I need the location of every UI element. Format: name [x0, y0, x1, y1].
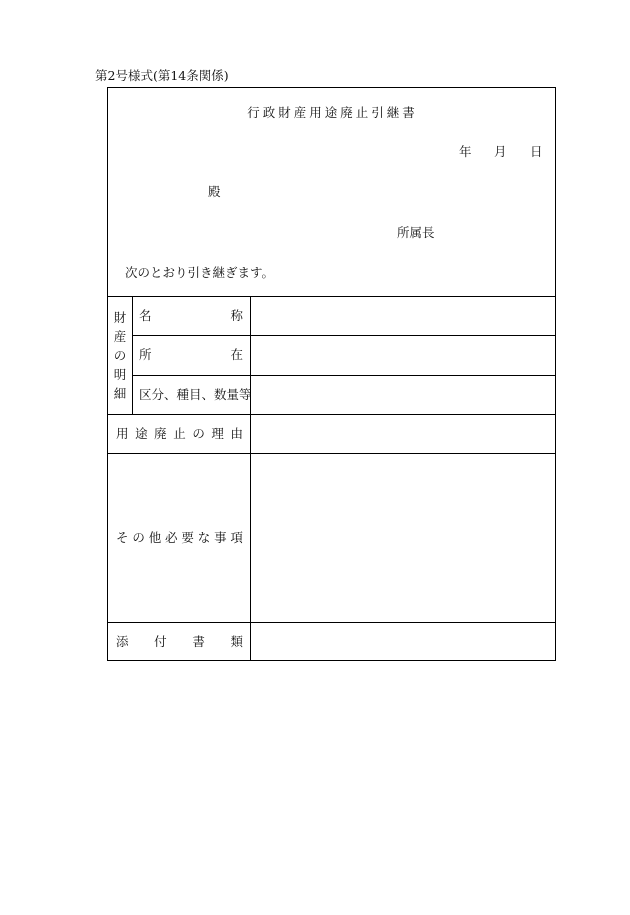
location-label	[139, 349, 243, 362]
attachments-char: 類	[230, 634, 243, 649]
addressee-suffix: 殿	[208, 184, 221, 199]
table-top-rule	[108, 296, 555, 297]
property-details-char: 産	[113, 329, 127, 344]
property-details-char: 細	[113, 386, 127, 401]
other-matters-char: 項	[230, 530, 243, 545]
reason-label-char: の	[192, 426, 205, 441]
property-details-label	[108, 297, 132, 414]
column-divider	[132, 296, 133, 414]
property-details-char: 財	[113, 310, 127, 325]
property-details-char: 明	[113, 367, 127, 382]
row-divider	[132, 375, 555, 376]
quantity-label: 区分、種目、数量等	[139, 387, 252, 402]
other-matters-char: な	[197, 530, 211, 545]
name-label-char: 名	[139, 308, 152, 323]
attachments-label	[116, 636, 243, 649]
document-title: 行政財産用途廃止引継書	[247, 105, 418, 120]
reason-label-char: 廃	[154, 426, 167, 441]
reason-label-char: 止	[173, 426, 186, 441]
reason-label-char: 由	[230, 426, 243, 441]
reason-label	[116, 428, 243, 441]
location-label-char: 所	[139, 347, 152, 362]
date-day-label: 日	[530, 144, 543, 159]
attachments-char: 書	[192, 634, 205, 649]
reason-label-char: 用	[116, 426, 129, 441]
other-matters-char: の	[132, 530, 145, 545]
location-label-char: 在	[230, 347, 243, 362]
property-details-char: の	[113, 348, 127, 363]
date-year-label: 年	[459, 144, 472, 159]
other-matters-char: そ	[116, 530, 129, 545]
form-number: 第2号様式(第14条関係)	[95, 68, 229, 83]
row-divider	[108, 453, 555, 454]
row-divider	[108, 414, 555, 415]
other-matters-char: 他	[148, 530, 162, 545]
attachments-char: 添	[116, 634, 129, 649]
name-label	[139, 310, 243, 323]
row-divider	[108, 622, 555, 623]
attachments-char: 付	[154, 634, 167, 649]
column-divider	[250, 296, 251, 660]
date-month-label: 月	[494, 144, 507, 159]
other-matters-label	[116, 532, 243, 545]
reason-label-char: 理	[211, 426, 224, 441]
notice-text: 次のとおり引き継ぎます。	[125, 265, 275, 280]
transfer-form	[107, 87, 556, 661]
other-matters-char: 事	[214, 530, 227, 545]
other-matters-char: 必	[165, 530, 178, 545]
row-divider	[132, 335, 555, 336]
sender-label: 所属長	[397, 225, 435, 240]
other-matters-char: 要	[181, 530, 194, 545]
name-label-char: 称	[230, 308, 243, 323]
reason-label-char: 途	[135, 426, 148, 441]
